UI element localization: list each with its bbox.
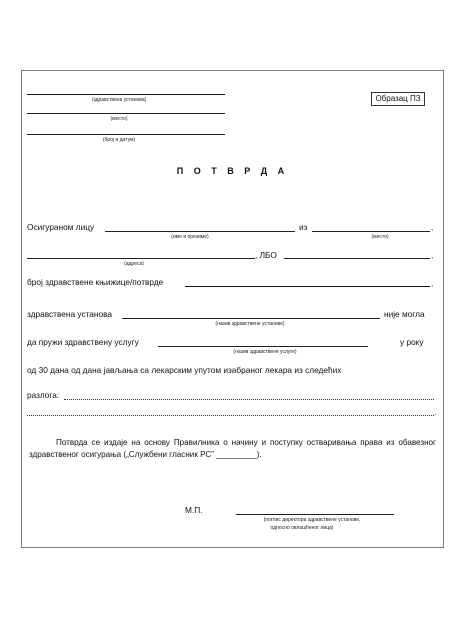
booklet-label: број здравствене књижице/потврде bbox=[27, 277, 164, 287]
comma: , bbox=[431, 251, 434, 260]
lbo-label: , ЛБО bbox=[255, 250, 277, 260]
address-line[interactable] bbox=[27, 258, 255, 259]
signature-caption-1: (потпис директора здравствене установе, bbox=[263, 517, 361, 523]
insured-label: Осигураном лицу bbox=[27, 222, 95, 232]
institution-body-label: здравствена установа bbox=[27, 309, 113, 319]
reasons-line-1[interactable] bbox=[64, 399, 434, 400]
number-date-caption: (број и датум) bbox=[102, 137, 136, 143]
comma: , bbox=[431, 223, 434, 232]
name-caption: (име и презиме) bbox=[171, 234, 209, 240]
institution-body-caption: (назив здравствене установе) bbox=[215, 321, 285, 327]
institution-caption: (здравствена установа) bbox=[91, 97, 147, 103]
days-text: од 30 дана од дана јављања са лекарским упутом изабраног лекара из следећих bbox=[27, 365, 342, 375]
provide-label: да пружи здравствену услугу bbox=[27, 337, 139, 347]
period: . bbox=[434, 408, 437, 417]
legal-paragraph: Потврда се издаје на основу Правилника о начину и поступку остваривања права из обавезног здравственог осигурања („Службени гласник РС” _________). bbox=[29, 438, 436, 459]
form-sheet bbox=[21, 70, 444, 548]
from-label: из bbox=[299, 222, 308, 232]
form-label: Образац ПЗ bbox=[371, 92, 425, 106]
name-line[interactable] bbox=[105, 231, 295, 232]
comma: , bbox=[431, 279, 434, 288]
stamp-label: М.П. bbox=[185, 505, 203, 515]
could-not-label: није могла bbox=[384, 309, 425, 319]
number-date-line[interactable] bbox=[27, 134, 225, 135]
booklet-line[interactable] bbox=[185, 286, 430, 287]
signature-caption-2: односно овлашћеног лица) bbox=[270, 525, 334, 531]
institution-line[interactable] bbox=[27, 94, 225, 95]
address-caption: (адреса) bbox=[124, 261, 144, 267]
service-caption: (назив здравствене услуге) bbox=[233, 349, 297, 355]
institution-body-line[interactable] bbox=[122, 318, 380, 319]
reasons-line-2[interactable] bbox=[27, 415, 434, 416]
from-place-line[interactable] bbox=[312, 231, 430, 232]
document-title: П О Т В Р Д А bbox=[176, 166, 289, 176]
lbo-line[interactable] bbox=[284, 258, 430, 259]
place-line[interactable] bbox=[27, 113, 225, 114]
deadline-label: у року bbox=[400, 337, 424, 347]
signature-line[interactable] bbox=[236, 514, 394, 515]
service-line[interactable] bbox=[158, 346, 368, 347]
from-place-caption: (место) bbox=[371, 234, 389, 240]
place-caption: (место) bbox=[110, 116, 128, 122]
reasons-label: разлога: bbox=[27, 390, 60, 400]
